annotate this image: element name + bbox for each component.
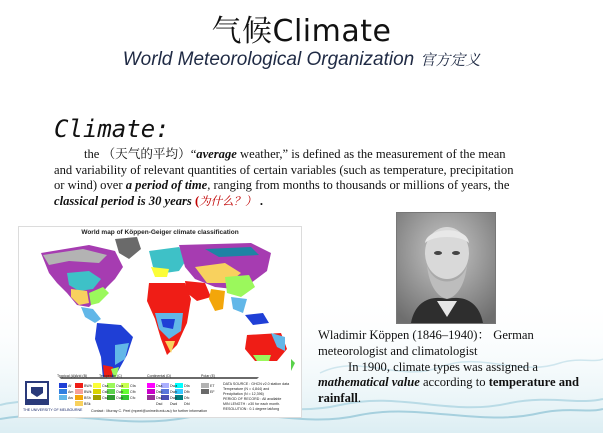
- def-average: average: [196, 147, 237, 161]
- legend-code-et: ET: [210, 384, 215, 388]
- map-source-line-4: PERIOD OF RECORD : All available: [223, 397, 282, 401]
- legend-code-dsa: Dsa: [156, 384, 163, 388]
- legend-code-dsc: Dsc: [156, 396, 163, 400]
- caption-part-4: according to: [419, 375, 489, 390]
- legend-code-bsk: BSk: [84, 402, 91, 406]
- legend-code-dfd: Dfd: [184, 402, 190, 406]
- legend-code-bwk: BWk: [84, 390, 92, 394]
- legend-code-dwb: Dwb: [170, 390, 178, 394]
- koppen-map: [18, 226, 302, 418]
- subtitle-cn: 官方定义: [420, 51, 481, 69]
- map-source-line-5: MIN LENGTH : ≥30 for each month.: [223, 402, 281, 406]
- koppen-portrait: [396, 212, 496, 324]
- legend-code-dwa: Dwa: [170, 384, 178, 388]
- def-part-3: “: [190, 147, 197, 161]
- legend-group-arid: Arid (B): [75, 374, 88, 378]
- map-contact: Contact : Murray C. Peel (mpeel@unimelb.edu.au) for further information: [91, 409, 208, 413]
- legend-code-cfa: Cfa: [130, 384, 136, 388]
- def-part-11: .: [256, 193, 263, 208]
- legend-code-am: Am: [68, 390, 74, 394]
- def-part-2: （天气的平均）: [102, 147, 191, 161]
- legend-code-csb: Csb: [102, 390, 109, 394]
- legend-code-dfc: Dfc: [184, 396, 190, 400]
- slide-title: 气候Climate: [211, 14, 392, 49]
- legend-code-aw: Aw: [68, 396, 73, 400]
- legend-code-af: Af: [68, 384, 72, 388]
- def-part-9: (: [191, 193, 200, 208]
- legend-group-tropical: Tropical (A): [57, 374, 76, 378]
- legend-code-cwb: Cwb: [116, 390, 124, 394]
- caption-line-1: Wladimir Köppen (1846–1940)： German meteorologist and climatologist: [318, 328, 534, 358]
- legend-code-dfa: Dfa: [184, 384, 190, 388]
- def-part-7: , ranging from months to thousands or millions of years, the: [207, 178, 510, 192]
- subtitle-text: World Meteorological Organization: [122, 49, 415, 70]
- caption-part-6: .: [357, 391, 362, 406]
- def-classical: classical period is 30 years: [54, 193, 192, 208]
- map-title: World map of Köppen-Geiger climate classification: [81, 229, 239, 236]
- definition-heading-word: Climate: [54, 115, 156, 143]
- portrait-caption: [318, 328, 600, 407]
- def-why: 为什么？）: [199, 193, 257, 208]
- legend-code-csc: Csc: [102, 396, 109, 400]
- legend-code-bwh: BWh: [84, 384, 92, 388]
- legend-code-dfb: Dfb: [184, 390, 190, 394]
- legend-code-bsh: BSh: [84, 396, 91, 400]
- legend-group-polar: Polar (E): [201, 374, 216, 378]
- def-part-5: weather,” is defined as the measurement of the mean and variability of relevant quantities of certain variables (such as temperature, precipitation or wind) over: [54, 147, 514, 192]
- legend-group-continental: Continental (D): [147, 374, 172, 378]
- legend-code-cfb: Cfb: [130, 390, 136, 394]
- definition-heading-colon: :: [155, 115, 170, 143]
- legend-code-ef: EF: [210, 390, 215, 394]
- legend-code-cwc: Cwc: [116, 396, 123, 400]
- legend-code-dwd: Dwd: [170, 402, 178, 406]
- caption-temp-rain: temperature and rainfall: [318, 375, 580, 406]
- legend-code-cwa: Cwa: [116, 384, 124, 388]
- legend-code-dwc: Dwc: [170, 396, 177, 400]
- slide-subtitle: [0, 49, 603, 71]
- caption-part-2: In 1900, climate types was assigned a: [348, 359, 538, 374]
- legend-code-cfc: Cfc: [130, 396, 136, 400]
- definition-heading: [54, 115, 170, 143]
- map-source-line-1: DATA SOURCE : GHCN v2.0 station data: [223, 382, 290, 386]
- map-source-line-6: RESOLUTION : 0.1 degree lat/long: [223, 407, 280, 411]
- legend-code-dsd: Dsd: [156, 402, 163, 406]
- definition-paragraph: [54, 147, 524, 209]
- caption-math-value: mathematical value: [318, 375, 420, 390]
- map-source-line-3: Precipitation (N = 12,396): [223, 392, 264, 396]
- legend-group-temperate: Temperate (C): [99, 374, 122, 378]
- def-period: a period of time: [125, 178, 208, 192]
- university-label: THE UNIVERSITY OF MELBOURNE: [23, 408, 83, 412]
- map-source-line-2: Temperature (N = 4,844) and: [223, 387, 270, 391]
- legend-code-csa: Csa: [102, 384, 109, 388]
- legend-code-dsb: Dsb: [156, 390, 163, 394]
- def-part-1: the: [84, 147, 100, 161]
